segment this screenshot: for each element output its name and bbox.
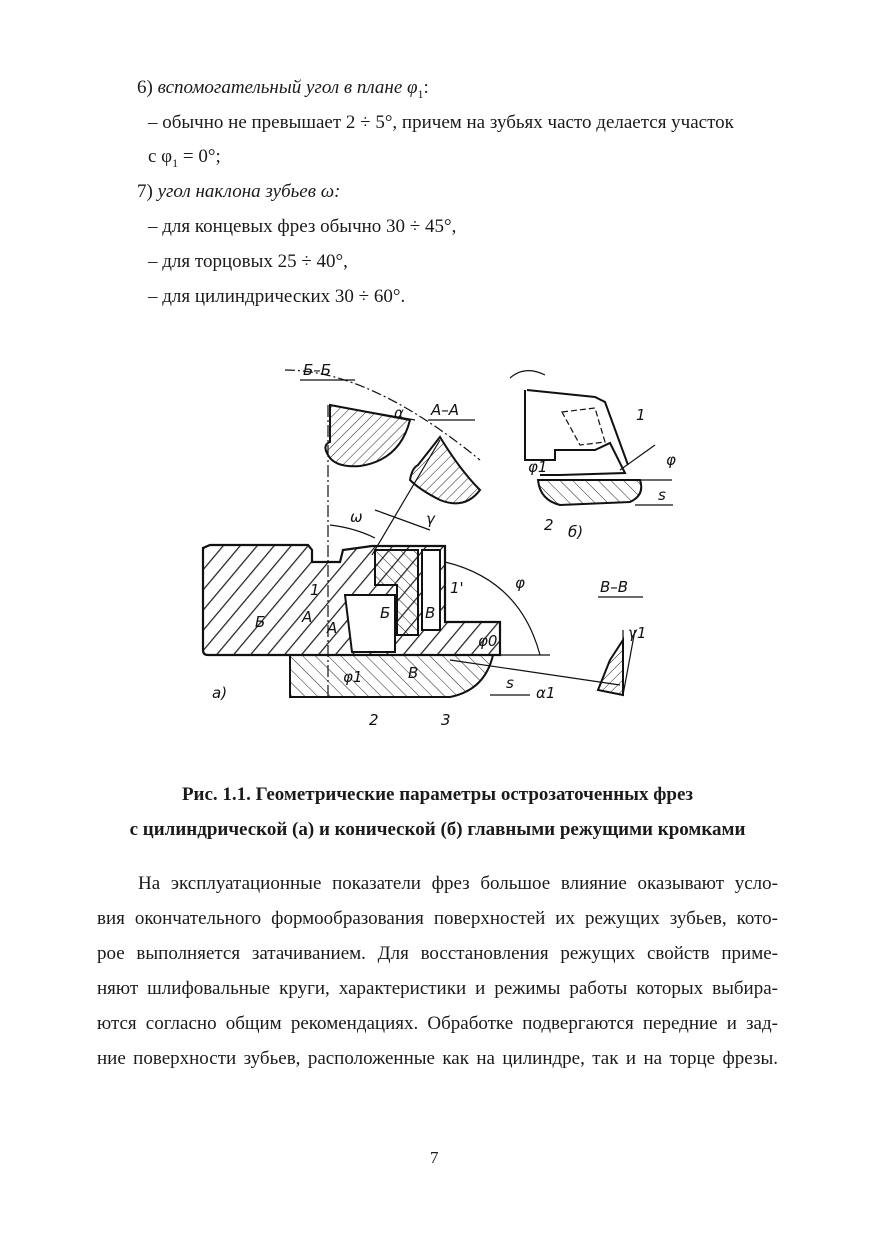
- label-two: 2: [369, 711, 379, 729]
- rotation-arrow: [510, 371, 545, 378]
- milling-cutter-geometry-figure: [200, 350, 680, 740]
- subscript: 1: [172, 155, 179, 170]
- label-v: В: [425, 604, 436, 622]
- list-text: – для цилиндрических 30 ÷ 60°.: [148, 286, 406, 307]
- label-phi: φ: [666, 451, 676, 469]
- label-one: 1: [636, 406, 646, 424]
- label-section-vv: В–В: [600, 578, 629, 596]
- label-phi0: φ0: [478, 632, 498, 650]
- label-two: 2: [544, 516, 554, 534]
- figure-caption-line-1: Рис. 1.1. Геометрические параметры острозаточенных фрез: [181, 784, 694, 805]
- label-three: 3: [441, 711, 451, 729]
- tooth-section-aa: [410, 437, 480, 503]
- list-text: [148, 146, 221, 174]
- label-b: Б: [255, 613, 266, 631]
- list-text: – для концевых фрез обычно 30 ÷ 45°,: [148, 216, 457, 237]
- label-section-aa: А–А: [431, 401, 460, 419]
- label-alpha1: α1: [536, 684, 556, 702]
- paragraph-line: вия окончательного формообразования поверхностей их режущих зубьев, кото-: [97, 908, 778, 929]
- list-number: 6): [137, 77, 153, 98]
- label-s: s: [506, 674, 514, 692]
- label-one-prime: 1': [450, 579, 464, 597]
- subscript: 1: [417, 86, 424, 101]
- dashed-insert: [562, 408, 605, 445]
- colon: :: [423, 77, 429, 98]
- paragraph-line: ются согласно общим рекомендациях. Обработке подвергаются передние и зад-: [97, 1013, 778, 1034]
- page-number: 7: [430, 1148, 439, 1167]
- label-gamma: γ: [426, 510, 435, 528]
- list-text: – обычно не превышает 2 ÷ 5°, причем на зубьях часто делается участок: [148, 112, 734, 133]
- label-a: А: [327, 619, 338, 637]
- label-a: А: [302, 608, 313, 626]
- list-title: вспомогательный угол в плане φ: [157, 77, 418, 98]
- list-text: – для торцовых 25 ÷ 40°,: [148, 251, 348, 272]
- paragraph-line: рое выполняется затачиванием. Для восстановления режущих свойств приме-: [97, 943, 778, 964]
- label-omega: ω: [350, 508, 363, 526]
- paragraph-line: няют шлифовальные круги, характеристики и режимы работы которых выбира-: [97, 978, 778, 999]
- label-s: s: [658, 486, 666, 504]
- body-paragraph: [97, 866, 778, 1076]
- list-item-6-heading: [137, 77, 429, 105]
- label-part-a: а): [212, 684, 228, 702]
- list-number: 7): [137, 181, 153, 202]
- label-gamma1: γ1: [628, 624, 647, 642]
- omega-arc: [330, 525, 375, 538]
- list-item-7-heading: [137, 181, 340, 203]
- paragraph-line: На эксплуатационные показатели фрез большое влияние оказывают усло-: [138, 873, 778, 894]
- label-phi1: φ1: [343, 668, 363, 686]
- label-b: Б: [380, 604, 391, 622]
- gamma-dim: [375, 510, 430, 530]
- list-title: угол наклона зубьев ω:: [157, 181, 341, 202]
- workpiece-b: [538, 480, 641, 505]
- label-one: 1: [310, 581, 320, 599]
- label-phi1: φ1: [528, 458, 548, 476]
- tooth-section-vv: [598, 640, 623, 695]
- label-part-b: б): [568, 523, 584, 541]
- label-alpha: α: [394, 404, 404, 422]
- figure-caption-line-2: с цилиндрической (а) и конической (б) главными режущими кромками: [129, 819, 746, 840]
- label-section-bb: Б–Б: [303, 361, 332, 379]
- conical-cutter-edge: [527, 390, 628, 465]
- text: = 0°;: [178, 146, 221, 167]
- label-phi: φ: [515, 574, 525, 592]
- paragraph-line: ние поверхности зубьев, расположенные как на цилиндре, так и на торце фрезы.: [97, 1048, 778, 1069]
- text: с φ: [148, 146, 173, 167]
- label-v: В: [408, 664, 419, 682]
